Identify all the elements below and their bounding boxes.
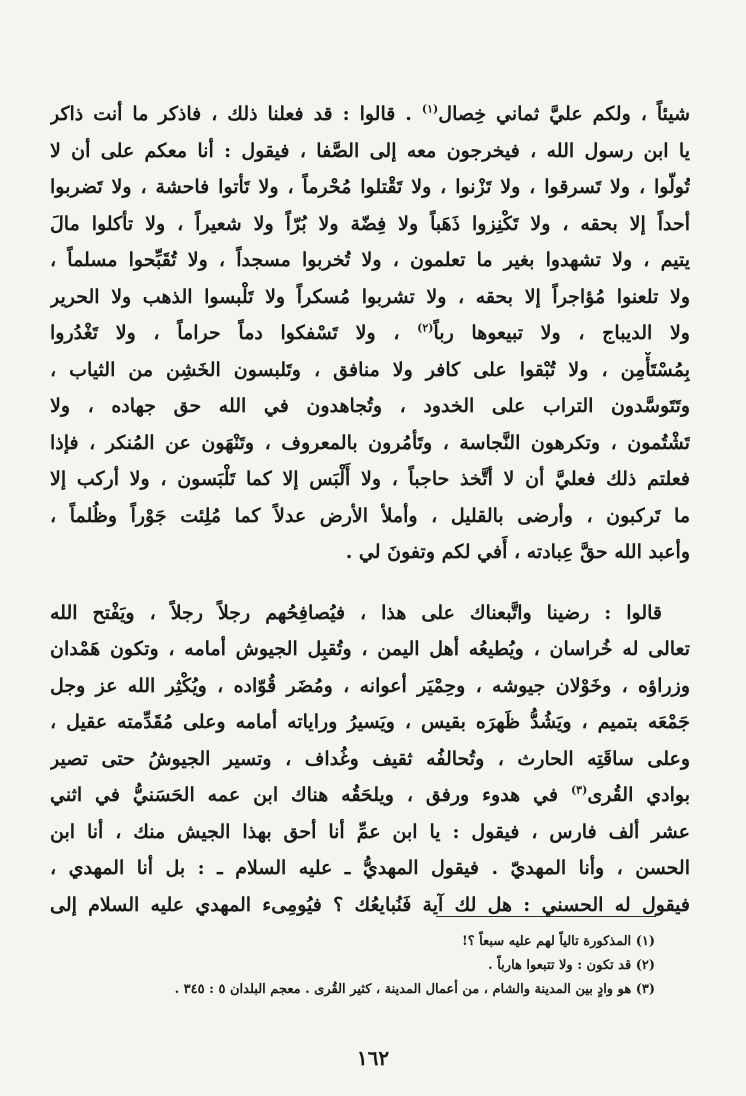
text-line: ما تَركبون ، وأرضى بالقليل ، وأملأ الأرض عدلاً كما مُلِئت جَوْراً وظُلماً ، (50, 504, 690, 527)
paragraph-1 (50, 96, 690, 571)
book-page-text (50, 96, 690, 923)
text-line: وأعبد الله حقَّ عِبادته ، أَفي لكم وتفونَ لي . (345, 541, 690, 563)
footnote-reference-mark: (٣) (570, 783, 588, 797)
footnote-divider (436, 916, 656, 917)
text-line: بوادي القُرى$^{(٣)}$ في هدوء ورفق ، ويلحَقُه هناك ابن عمه الحَسَنيُّ في اثني (50, 783, 690, 806)
text-line: تَشْتُمون ، وتكرهون النَّجاسة ، وتَأمُرون بالمعروف ، وتَنْهَون عن المُنكر ، فإذا (50, 431, 690, 454)
footnote-3: (٣) هو وادٍ بين المدينة والشام ، من أعمال المدينة ، كثير القُرى . معجم البلدان ٥ : ٣٤٥ . (174, 982, 655, 997)
footnote-reference-mark: (٢) (417, 321, 434, 335)
text-line: أحداً إلا بحقه ، ولا تَكْنِزوا ذَهَباً ولا فِضّة ولا بُرّاً ولا شعيراً ، ولا تأكلوا مالَ (50, 212, 690, 235)
text-line: يا ابن رسول الله ، فيخرجون معه إلى الصَّفا ، فيقول : أنا معكم على أن لا (50, 139, 690, 162)
text-line: وعلى ساقَتِه الحارث ، وتُحالفُه ثقيف وغُداف ، وتسير الجيوشُ حتى تصير (50, 747, 690, 770)
text-line: بِمُسْتَأْمِن ، ولا تُبْقوا على كافر ولا منافق ، وتَلبسون الخَشِن من الثياب ، (50, 358, 690, 381)
footnote-2: (٢) قد تكون : ولا تتبعوا هارباً . (488, 958, 655, 973)
text-line: يتيم ، ولا تشهدوا بغير ما تعلمون ، ولا تُخربوا مسجداً ، ولا تُقَبِّحوا مسلماً ، (50, 249, 690, 271)
footnote-1: (١) المذكورة تالياً لهم عليه سبعاً ؟! (462, 934, 655, 949)
text-line: ولا الديباج ، ولا تبيعوها رباً$^{(٢)}$ ، ولا تَسْفكوا دماً حراماً ، ولا تَغْدُروا (50, 321, 690, 344)
text-line: شيئاً ، ولكم عليَّ ثماني خِصال$^{(١)}$ . قالوا : قد فعلنا ذلك ، فاذكر ما أنت ذاكر (50, 102, 690, 125)
paragraph-2 (50, 595, 690, 924)
text-line: عشر ألف فارس ، فيقول : يا ابن عمِّ أنا أحق بهذا الجيش منك ، أنا ابن (50, 820, 690, 843)
text-line: تُولّوا ، ولا تَسرقوا ، ولا تَزْنوا ، ولا تَقْتلوا مُحْرماً ، ولا تَأتوا فاحشة ، ولا تَضربوا (50, 176, 690, 198)
text-line: الحسن ، وأنا المهديّ . فيقول المهديُّ ـ عليه السلام ـ : بل أنا المهدي ، (50, 857, 690, 879)
page-number: ١٦٢ (356, 1046, 390, 1070)
footnotes (50, 930, 655, 1002)
footnote-reference-mark: (١) (421, 102, 439, 116)
text-line: فعلتم ذلك فعليَّ أن لا أتَّخذ حاجباً ، ولا أَلْبَس إلا كما تَلْبَسون ، ولا أركب إلا (50, 468, 690, 490)
text-line: تعالى له خُراسان ، ويُطيعُه أهل اليمن ، وتُقبِل الجيوش أمامه ، وتكون هَمْدان (50, 638, 690, 660)
text-line: وزراؤه ، وخَوْلان جيوشه ، وحِمْيَر أعوانه ، ومُضَر قُوّاده ، ويُكْثِر الله عز وجل (50, 674, 690, 697)
text-line: قالوا : رضينا واتَّبعناك على هذا ، فيُصافِحُهم رجلاً رجلاً ، ويَفْتح الله (50, 601, 662, 624)
text-line: وتَتَوسَّدون التراب على الخدود ، وتُجاهدون في الله حق جهاده ، ولا (50, 395, 690, 417)
text-line: جَمْعَه بتميم ، ويَشُدُّ ظَهرَه بقيس ، ويَسيرُ وراياته أمامه وعلى مُقَدِّمته عقيل ، (50, 711, 690, 733)
text-line: فيقول له الحسني : هل لك آية فَنُبايعُك ؟ فيُومِىء المهدي عليه السلام إلى (50, 893, 690, 916)
text-line: ولا تلعنوا مُؤاجراً إلا بحقه ، ولا تشربوا مُسكراً ولا تَلْبسوا الذهب ولا الحرير (50, 285, 690, 308)
